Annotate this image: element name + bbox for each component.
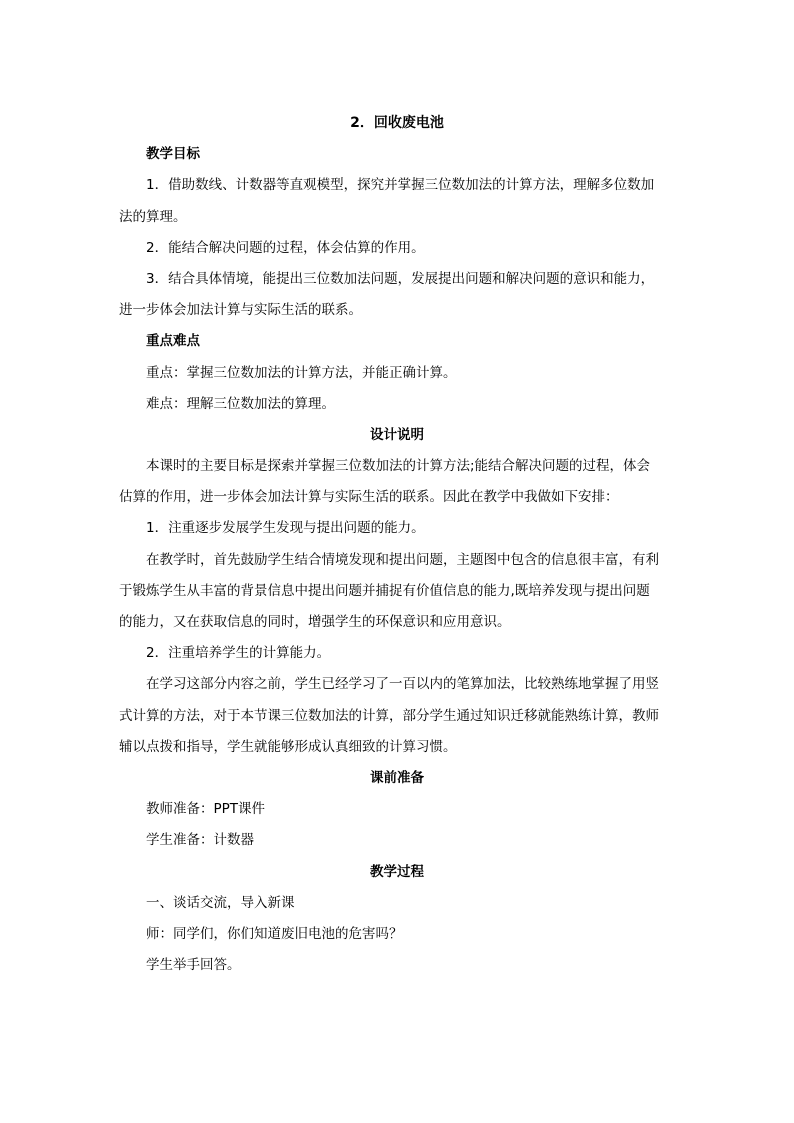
design-point2: 2．注重培养学生的计算能力。 [146, 645, 331, 662]
design-point1-line3: 的能力，又在获取信息的同时，增强学生的环保意识和应用意识。 [119, 614, 511, 630]
goals-item1-line1: 1．借助数线、计数器等直观模型，探究并掌握三位数加法的计算方法，理解多位数加 [146, 177, 655, 194]
student-preparation: 学生准备：计数器 [146, 832, 254, 849]
design-point2-line1: 在学习这部分内容之前，学生已经学习了一百以内的笔算加法，比较熟练地掌握了用竖 [146, 676, 659, 693]
document-title: 2．回收废电池 [350, 115, 444, 131]
design-intro-line2: 估算的作用，进一步体会加法计算与实际生活的联系。因此在教学中我做如下安排： [119, 489, 619, 506]
process-step1: 一、谈话交流，导入新课 [146, 894, 295, 911]
document-page [119, 108, 675, 981]
process-dialog2: 学生举手回答。 [146, 957, 241, 974]
teacher-preparation: 教师准备：PPT课件 [146, 801, 266, 818]
goals-item1-line2: 法的算理。 [119, 208, 187, 225]
design-point1: 1．注重逐步发展学生发现与提出问题的能力。 [146, 520, 425, 537]
key-points-heading: 重点难点 [146, 333, 200, 350]
process-dialog1: 师：同学们，你们知道废旧电池的危害吗？ [146, 925, 403, 942]
goals-item3-line2: 进一步体会加法计算与实际生活的联系。 [119, 302, 362, 319]
design-heading: 设计说明 [370, 426, 424, 443]
goals-heading: 教学目标 [146, 146, 200, 163]
design-point1-line1: 在教学时，首先鼓励学生结合情境发现和提出问题，主题图中包含的信息很丰富，有利 [146, 551, 659, 568]
design-point2-line3: 辅以点拨和指导，学生就能够形成认真细致的计算习惯。 [119, 738, 457, 755]
process-heading: 教学过程 [370, 863, 424, 880]
difficulty-text: 难点：理解三位数加法的算理。 [146, 395, 335, 412]
design-point1-line2: 于锻炼学生从丰富的背景信息中提出问题并捕捉有价值信息的能力,既培养发现与提出问题 [119, 582, 650, 599]
goals-item3-line1: 3．结合具体情境，能提出三位数加法问题，发展提出问题和解决问题的意识和能力， [146, 270, 655, 287]
design-intro-line1: 本课时的主要目标是探索并掌握三位数加法的计算方法;能结合解决问题的过程，体会 [146, 458, 651, 475]
key-point-text: 重点：掌握三位数加法的计算方法，并能正确计算。 [146, 364, 457, 381]
preparation-heading: 课前准备 [370, 769, 424, 786]
goals-item2: 2．能结合解决问题的过程，体会估算的作用。 [146, 239, 425, 256]
design-point2-line2: 式计算的方法，对于本节课三位数加法的计算，部分学生通过知识迁移就能熟练计算，教师 [119, 707, 659, 724]
